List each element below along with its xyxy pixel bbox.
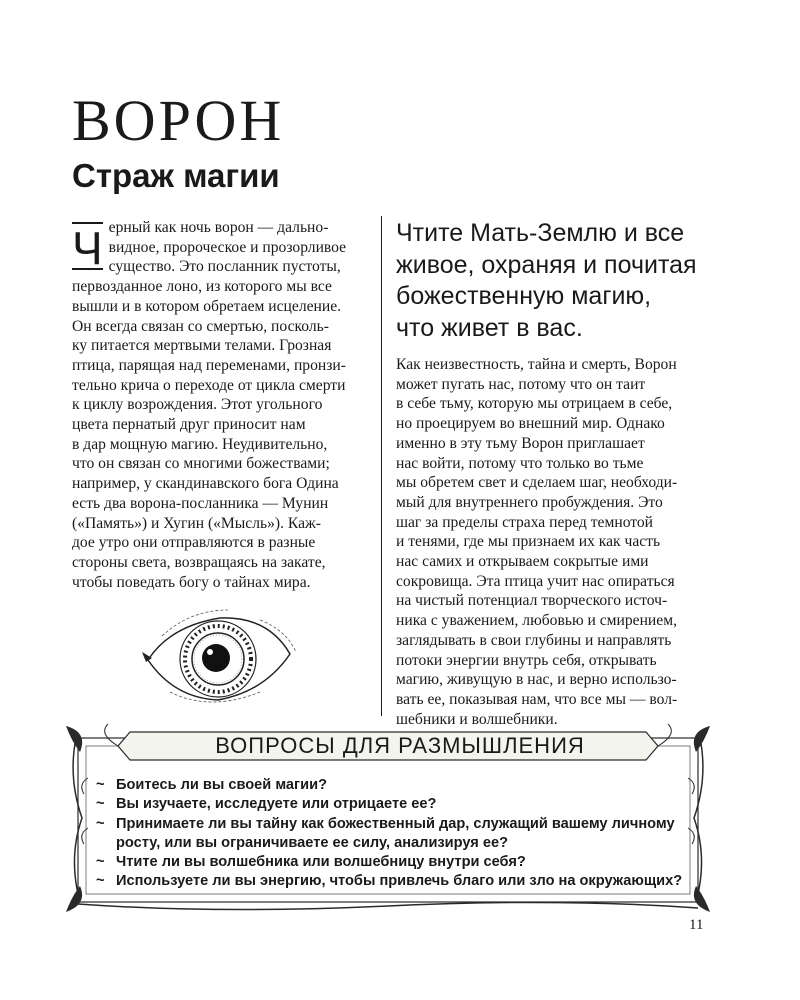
text-line: магию, живущую в нас, и верно использо- [396, 671, 677, 689]
tilde-bullet-icon: ~ [96, 777, 105, 793]
question-item [96, 872, 686, 891]
text-line: потоки энергии внутрь себя, открывать [396, 651, 657, 669]
text-line: ку питается мертвыми телами. Грозная [72, 337, 332, 355]
text-line: может пугать нас, потому что он таит [396, 375, 646, 393]
question-text: Используете ли вы энергию, чтобы привлечь благо или зло на окружающих? [116, 873, 683, 890]
pull-quote [396, 218, 716, 344]
quote-line: что живет в вас. [396, 313, 583, 342]
right-column-text [396, 355, 708, 729]
text-line: вышли и в котором обретаем исцеление. [72, 297, 342, 315]
question-item [96, 853, 686, 872]
text-line: существо. Это посланник пустоты, [108, 258, 341, 276]
tilde-bullet-icon: ~ [96, 854, 105, 871]
text-line: заглядывать в свои глубины и направлять [396, 631, 672, 649]
quote-line: живое, охраняя и почитая [396, 250, 697, 279]
page-title: ВОРОН [72, 88, 285, 153]
text-line: цвета пернатый друг приносит нам [72, 416, 306, 434]
question-item [96, 815, 686, 854]
tilde-bullet-icon: ~ [96, 873, 105, 890]
text-line: Он всегда связан со смертью, посколь- [72, 317, 329, 335]
text-line: чтобы поведать богу о тайнах мира. [72, 573, 311, 591]
text-line: и тенями, где мы признаем их как часть [396, 533, 661, 551]
page-subtitle: Страж магии [72, 157, 280, 194]
text-line: видное, пророческое и прозорливое [108, 238, 347, 256]
text-line: нас самих и открываем сокрытые ими [396, 553, 649, 571]
text-line: шаг за пределы страха перед темнотой [396, 513, 654, 531]
text-line: шебники и волшебники. [396, 710, 558, 728]
drop-cap: Ч [72, 222, 103, 274]
text-line: Как неизвестность, тайна и смерть, Ворон [396, 356, 677, 373]
text-line: в себе тьму, которую мы отрицаем в себе, [396, 395, 673, 413]
page-number: 11 [689, 917, 704, 933]
text-line: ерный как ночь ворон — дально- [108, 219, 329, 236]
questions-title: ВОПРОСЫ ДЛЯ РАЗМЫШЛЕНИЯ [215, 733, 585, 758]
text-line: ника с уважением, любовью и смирением, [396, 612, 677, 630]
text-line: («Память») и Хугин («Мысль»). Каж- [72, 514, 321, 532]
quote-line: божественную магию, [396, 282, 652, 310]
text-line: птица, парящая над переменами, пронзи- [72, 356, 346, 374]
questions-banner [130, 731, 670, 761]
question-item [96, 795, 686, 814]
text-line: нас войти, потому что только во тьме [396, 454, 644, 472]
question-text: Боитесь ли вы своей магии? [116, 777, 327, 793]
text-line: что он связан со многими божествами; [72, 455, 330, 473]
raven-eye-icon [140, 596, 300, 716]
question-text: Чтите ли вы волшебника или волшебницу внутри себя? [116, 854, 526, 871]
tilde-bullet-icon: ~ [96, 796, 105, 813]
text-line: но проецируем во внешний мир. Однако [396, 415, 665, 433]
text-line: мый для внутреннего пробуждения. Это [396, 493, 663, 511]
text-line: вать ее, показывая нам, что все мы — вол- [396, 690, 678, 708]
text-line: на чистый потенциал творческого источ- [396, 592, 668, 610]
text-line: к циклу возрождения. Этот угольного [72, 396, 323, 414]
text-line: есть два ворона-посланника — Мунин [72, 494, 329, 512]
left-column-text [72, 218, 372, 592]
question-text-continued: росту, или вы ограничиваете ее силу, анализируя ее? [116, 834, 508, 851]
text-line: сокровища. Эта птица учит нас опираться [396, 572, 675, 590]
text-line: например, у скандинавского бога Одина [72, 475, 339, 493]
text-line: первозданное лоно, из которого мы все [72, 278, 332, 296]
left-column [72, 218, 372, 592]
tilde-bullet-icon: ~ [96, 815, 105, 832]
text-line: тельно крича о переходе от цикла смерти [72, 376, 346, 394]
text-line: мы обретем свет и сделаем шаг, необходи- [396, 474, 678, 492]
text-line: стороны света, возвращаясь на закате, [72, 553, 326, 571]
question-text: Принимаете ли вы тайну как божественный дар, служащий вашему личному [116, 815, 675, 832]
text-line: в дар мощную магию. Неудивительно, [72, 435, 328, 453]
text-line: дое утро они отправляются в разные [72, 534, 316, 552]
quote-line: Чтите Мать-Землю и все [396, 219, 685, 247]
questions-list [96, 776, 686, 892]
question-item [96, 776, 686, 795]
text-line: именно в эту тьму Ворон приглашает [396, 434, 645, 452]
question-text: Вы изучаете, исследуете или отрицаете ее? [116, 796, 437, 813]
column-divider [381, 216, 382, 716]
